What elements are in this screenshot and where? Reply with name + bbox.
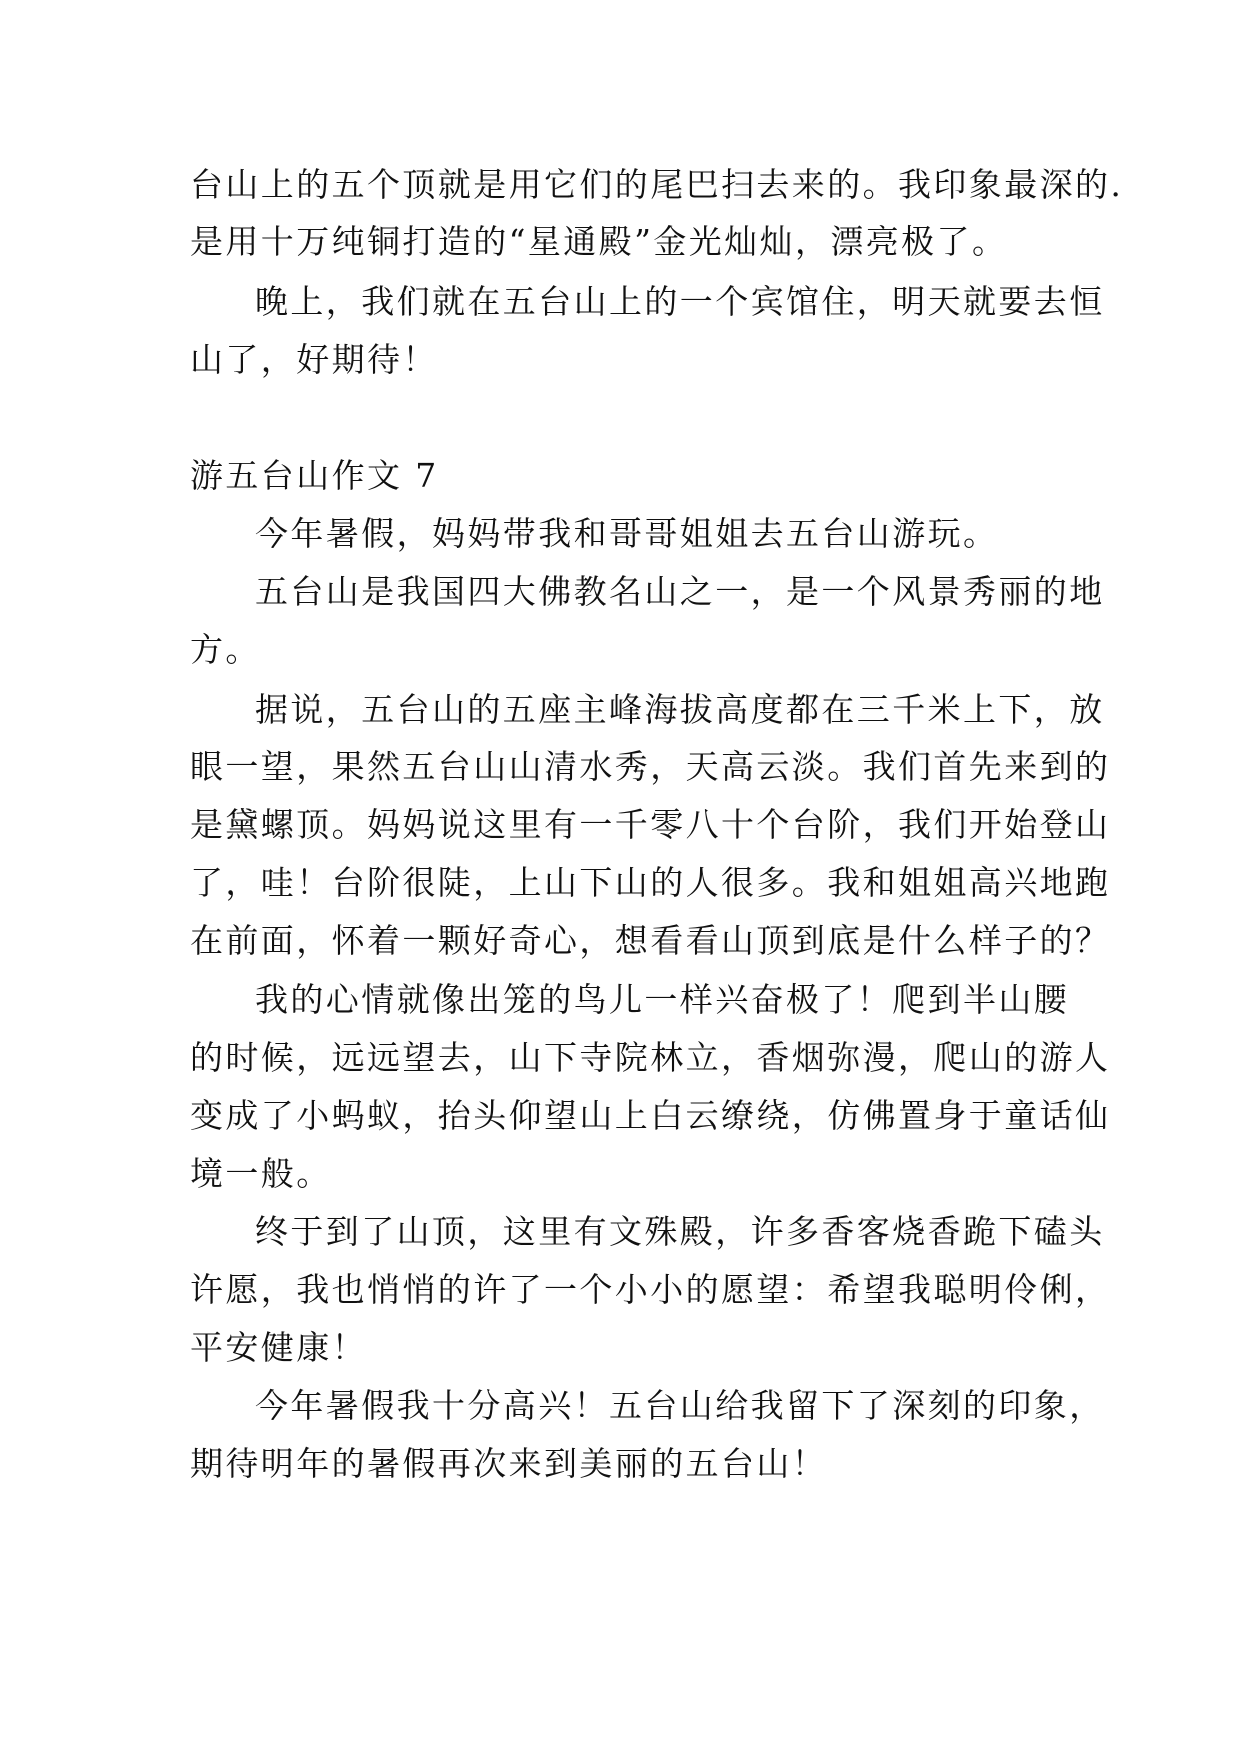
- text-line: 在前面，怀着一颗好奇心，想看看山顶到底是什么样子的？: [190, 921, 1111, 960]
- text-line: 是黛螺顶。妈妈说这里有一千零八十个台阶，我们开始登山: [190, 805, 1111, 844]
- text-line: 台山上的五个顶就是用它们的尾巴扫去来的。我印象最深的.: [190, 165, 1124, 204]
- text-line: 眼一望，果然五台山山清水秀，天高云淡。我们首先来到的: [190, 747, 1111, 786]
- text-line: 许愿，我也悄悄的许了一个小小的愿望：希望我聪明伶俐，: [190, 1270, 1111, 1309]
- text-line: 方。: [190, 630, 261, 669]
- paragraph-first-line: 据说，五台山的五座主峰海拔高度都在三千米上下，放: [255, 690, 1105, 729]
- text-line: 境一般。: [190, 1154, 332, 1193]
- paragraph-first-line: 今年暑假我十分高兴！五台山给我留下了深刻的印象，: [255, 1386, 1105, 1425]
- paragraph-first-line: 晚上，我们就在五台山上的一个宾馆住，明天就要去恒: [255, 282, 1105, 321]
- text-line: 是用十万纯铜打造的“星通殿”金光灿灿，漂亮极了。: [190, 222, 1008, 261]
- paragraph-first-line: 终于到了山顶，这里有文殊殿，许多香客烧香跪下磕头: [255, 1212, 1105, 1251]
- text-line: 平安健康！: [190, 1328, 367, 1367]
- paragraph-first-line: 我的心情就像出笼的鸟儿一样兴奋极了！爬到半山腰: [255, 980, 1070, 1019]
- text-line: 的时候，远远望去，山下寺院林立，香烟弥漫，爬山的游人: [190, 1038, 1111, 1077]
- paragraph-first-line: 今年暑假，妈妈带我和哥哥姐姐去五台山游玩。: [255, 514, 999, 553]
- text-line: 期待明年的暑假再次来到美丽的五台山！: [190, 1444, 828, 1483]
- text-line: 山了，好期待！: [190, 340, 438, 379]
- section-title: 游五台山作文 7: [190, 456, 439, 495]
- text-line: 了，哇！台阶很陡，上山下山的人很多。我和姐姐高兴地跑: [190, 863, 1111, 902]
- paragraph-first-line: 五台山是我国四大佛教名山之一，是一个风景秀丽的地: [255, 572, 1105, 611]
- text-line: 变成了小蚂蚁，抬头仰望山上白云缭绕，仿佛置身于童话仙: [190, 1096, 1111, 1135]
